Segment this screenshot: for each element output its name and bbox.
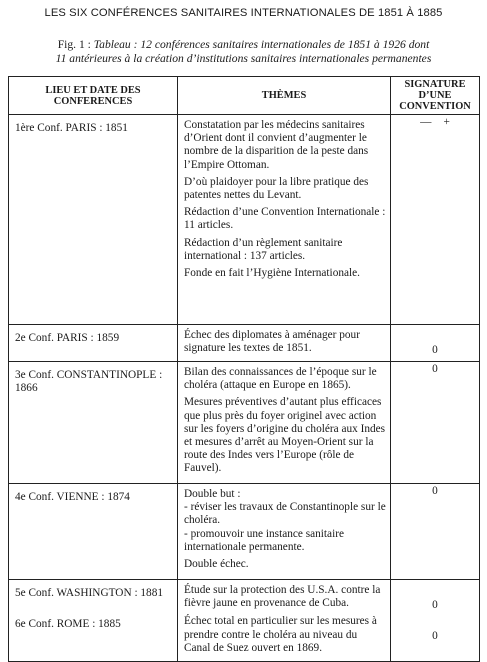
signature-cell (391, 115, 480, 325)
theme-paragraph: Double but : (184, 488, 241, 500)
theme-paragraph: Rédaction d’une Convention Internationale : 11 articles. (184, 206, 386, 232)
signature-plus: + (443, 116, 450, 128)
table-row (9, 325, 480, 362)
table-row (9, 115, 480, 325)
signature-washington: 0 (432, 599, 438, 611)
theme-paragraph: Étude sur la protection des U.S.A. contre la fièvre jaune en provenance de Cuba. (184, 584, 381, 610)
conferences-table (8, 76, 480, 662)
table-header-row (9, 77, 480, 115)
figure-caption (10, 38, 477, 65)
themes-cell (178, 484, 391, 580)
lieu-cell (9, 580, 178, 662)
caption-text-1: Tableau : 12 conférences sanitaires internationales de 1851 à 1926 dont (93, 38, 430, 51)
column-header-signature (391, 77, 480, 115)
caption-label: Fig. 1 : (57, 38, 94, 51)
theme-paragraph: Double échec. (184, 558, 249, 571)
signature-cell: 0 (391, 362, 480, 484)
table-row (9, 580, 480, 662)
lieu-cell: 2e Conf. PARIS : 1859 (9, 325, 178, 362)
lieu-cell: 1ère Conf. PARIS : 1851 (9, 115, 178, 325)
column-header-lieu-line: CONFERENCES (53, 95, 133, 107)
themes-cell (178, 580, 391, 662)
theme-paragraph: Échec des diplomates à aménager pour signature les textes de 1851. (184, 329, 360, 355)
signature-cell (391, 580, 480, 662)
theme-paragraph: Échec total en particulier sur les mesures à prendre contre le choléra au niveau du Canal de Suez ouvert en 1869. (184, 615, 377, 654)
column-header-signature-line: CONVENTION (399, 101, 471, 112)
caption-text-2: 11 antérieures à la création d’institutions sanitaires internationales permanentes (55, 51, 432, 65)
signature-rome: 0 (432, 630, 438, 643)
signature-cell: 0 (391, 325, 480, 362)
caption-line-1 (10, 38, 477, 52)
lieu-rome: 6e Conf. ROME : 1885 (15, 618, 121, 631)
column-header-signature-line: D’UNE (418, 90, 452, 101)
theme-paragraph: Rédaction d’un règlement sanitaire international : 137 articles. (184, 236, 343, 262)
themes-cell (178, 362, 391, 484)
themes-cell (178, 115, 391, 325)
theme-paragraph: Fonde en fait l’Hygiène Internationale. (184, 267, 360, 280)
theme-paragraph: D’où plaidoyer pour la libre pratique des patentes nettes du Levant. (184, 175, 369, 202)
lieu-cell: 3e Conf. CONSTANTINOPLE : 1866 (9, 362, 178, 484)
themes-cell (178, 325, 391, 362)
theme-paragraph: Bilan des connaissances de l’époque sur le choléra (attaque en Europe en 1865). (184, 366, 377, 392)
theme-paragraph: Mesures préventives d’autant plus efficaces que plus près du foyer originel avec action sur les foyers d’origine du choléra aux Indes et mesures d’arrêt au Moyen-Orient sur la route des Indes vers l’Europe (rôle de Fauvel). (184, 396, 386, 475)
column-header-lieu-line: LIEU ET DATE DES (45, 84, 141, 96)
lieu-washington: 5e Conf. WASHINGTON : 1881 (15, 587, 164, 599)
column-header-themes: THÈMES (178, 77, 391, 115)
page-title: LES SIX CONFÉRENCES SANITAIRES INTERNATIONALES DE 1851 À 1885 (44, 7, 443, 19)
theme-paragraph: Constatation par les médecins sanitaires d’Orient dont il convient d’augmenter le nombre de la disparition de la peste dans l’Empire Ottoman. (184, 119, 369, 171)
signature-cell: 0 (391, 484, 480, 580)
column-header-lieu (9, 77, 178, 115)
theme-paragraph: - réviser les travaux de Constantinople sur le choléra. (184, 501, 386, 527)
column-header-signature-line: SIGNATURE (404, 79, 466, 90)
table-row (9, 484, 480, 580)
table-row (9, 362, 480, 484)
theme-paragraph: - promouvoir une instance sanitaire internationale permanente. (184, 527, 344, 553)
lieu-cell: 4e Conf. VIENNE : 1874 (9, 484, 178, 580)
signature-minus: — (420, 116, 432, 128)
